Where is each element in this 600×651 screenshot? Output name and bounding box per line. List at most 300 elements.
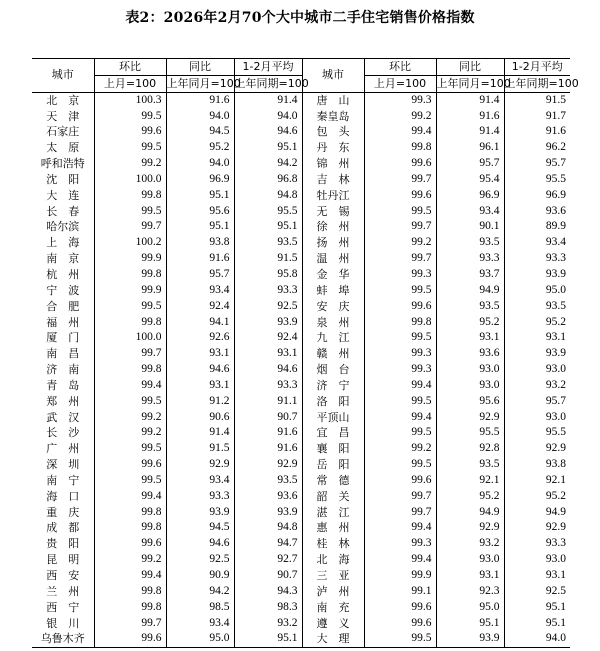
mom-cell-right: 99.6 [364, 600, 436, 616]
avg-cell-left: 94.3 [234, 584, 302, 600]
header-mom-right: 环比 [364, 59, 436, 76]
mom-cell-right: 99.7 [364, 172, 436, 188]
mom-cell-left: 99.5 [94, 394, 166, 410]
avg-cell-right: 95.1 [504, 616, 570, 632]
header-city-left: 城市 [32, 59, 94, 93]
header-yoy-right: 同比 [436, 59, 504, 76]
mom-cell-left: 99.5 [94, 441, 166, 457]
yoy-cell-right: 92.1 [436, 473, 504, 489]
mom-cell-right: 99.6 [364, 156, 436, 172]
yoy-cell-left: 94.5 [166, 520, 234, 536]
city-cell-right: 丹 东 [302, 140, 364, 156]
header-city-right: 城市 [302, 59, 364, 93]
city-cell-right: 惠 州 [302, 520, 364, 536]
yoy-cell-left: 96.9 [166, 172, 234, 188]
city-cell-right: 宜 昌 [302, 425, 364, 441]
avg-cell-right: 94.9 [504, 505, 570, 521]
avg-cell-left: 94.6 [234, 124, 302, 140]
table-row [32, 92, 570, 108]
mom-cell-left: 99.9 [94, 283, 166, 299]
header-mom-left: 环比 [94, 59, 166, 76]
yoy-cell-left: 90.6 [166, 410, 234, 426]
avg-cell-right: 93.2 [504, 378, 570, 394]
table-row [32, 315, 570, 331]
yoy-cell-left: 98.5 [166, 600, 234, 616]
yoy-cell-right: 95.0 [436, 600, 504, 616]
table-row [32, 552, 570, 568]
mom-cell-left: 99.5 [94, 109, 166, 125]
city-cell-right: 平顶山 [302, 410, 364, 426]
table-row [32, 140, 570, 156]
mom-cell-right: 99.2 [364, 235, 436, 251]
table-row [32, 489, 570, 505]
avg-cell-left: 94.8 [234, 520, 302, 536]
table-row [32, 394, 570, 410]
city-cell-right: 温 州 [302, 251, 364, 267]
mom-cell-left: 99.5 [94, 473, 166, 489]
yoy-cell-left: 90.9 [166, 568, 234, 584]
table-row [32, 631, 570, 647]
avg-cell-right: 89.9 [504, 219, 570, 235]
avg-cell-left: 93.3 [234, 283, 302, 299]
mom-cell-left: 99.4 [94, 489, 166, 505]
avg-cell-left: 94.0 [234, 109, 302, 125]
avg-cell-left: 93.5 [234, 235, 302, 251]
yoy-cell-left: 91.4 [166, 425, 234, 441]
city-cell-right: 洛 阳 [302, 394, 364, 410]
avg-cell-left: 93.3 [234, 378, 302, 394]
mom-cell-left: 99.9 [94, 251, 166, 267]
avg-cell-left: 95.5 [234, 204, 302, 220]
yoy-cell-right: 93.5 [436, 457, 504, 473]
city-cell-left: 贵 阳 [46, 537, 80, 551]
city-cell-left: 兰 州 [46, 584, 80, 598]
yoy-cell-left: 95.7 [166, 267, 234, 283]
mom-cell-left: 99.8 [94, 315, 166, 331]
yoy-cell-right: 93.0 [436, 362, 504, 378]
table-row [32, 457, 570, 473]
yoy-cell-left: 92.4 [166, 299, 234, 315]
yoy-cell-left: 94.0 [166, 109, 234, 125]
yoy-cell-left: 92.9 [166, 457, 234, 473]
mom-cell-left: 99.2 [94, 410, 166, 426]
mom-cell-right: 99.5 [364, 425, 436, 441]
city-cell-right: 吉 林 [302, 172, 364, 188]
yoy-cell-right: 93.9 [436, 631, 504, 647]
yoy-cell-right: 93.0 [436, 552, 504, 568]
table-row [32, 109, 570, 125]
table-row [32, 124, 570, 140]
city-cell-right: 烟 台 [302, 362, 364, 378]
city-cell-left: 哈尔滨 [46, 220, 80, 234]
yoy-cell-right: 90.1 [436, 219, 504, 235]
avg-cell-right: 93.1 [504, 568, 570, 584]
mom-cell-right: 99.4 [364, 552, 436, 568]
table-row [32, 568, 570, 584]
avg-cell-right: 95.0 [504, 283, 570, 299]
yoy-cell-right: 93.5 [436, 235, 504, 251]
yoy-cell-right: 95.2 [436, 489, 504, 505]
yoy-cell-left: 94.1 [166, 315, 234, 331]
city-cell-right: 牡丹江 [302, 188, 364, 204]
yoy-cell-left: 95.1 [166, 219, 234, 235]
mom-cell-right: 99.6 [364, 616, 436, 632]
city-cell-left: 石家庄 [46, 125, 80, 139]
mom-cell-left: 99.5 [94, 299, 166, 315]
mom-cell-right: 99.5 [364, 457, 436, 473]
avg-cell-right: 92.1 [504, 473, 570, 489]
yoy-cell-right: 93.6 [436, 346, 504, 362]
avg-cell-right: 93.0 [504, 552, 570, 568]
table-body [32, 92, 570, 648]
mom-cell-right: 99.9 [364, 568, 436, 584]
mom-cell-left: 99.7 [94, 219, 166, 235]
yoy-cell-right: 94.9 [436, 283, 504, 299]
yoy-cell-left: 91.6 [166, 92, 234, 108]
price-index-table [32, 58, 579, 648]
avg-cell-right: 93.6 [504, 204, 570, 220]
avg-cell-left: 95.1 [234, 140, 302, 156]
mom-cell-right: 99.5 [364, 631, 436, 647]
yoy-cell-right: 95.5 [436, 425, 504, 441]
yoy-cell-right: 93.2 [436, 536, 504, 552]
yoy-cell-right: 93.5 [436, 299, 504, 315]
yoy-cell-right: 95.2 [436, 315, 504, 331]
city-cell-left: 南 昌 [46, 347, 80, 361]
mom-cell-right: 99.7 [364, 219, 436, 235]
yoy-cell-right: 91.6 [436, 109, 504, 125]
city-cell-right: 泸 州 [302, 584, 364, 600]
mom-cell-right: 99.7 [364, 251, 436, 267]
yoy-cell-left: 94.0 [166, 156, 234, 172]
city-cell-left: 天 津 [46, 109, 80, 123]
avg-cell-right: 93.1 [504, 330, 570, 346]
mom-cell-left: 100.2 [94, 235, 166, 251]
table-row [32, 299, 570, 315]
table-row [32, 267, 570, 283]
city-cell-left: 南 京 [46, 252, 80, 266]
avg-cell-left: 96.8 [234, 172, 302, 188]
city-cell-right: 蚌 埠 [302, 283, 364, 299]
mom-cell-left: 99.4 [94, 378, 166, 394]
city-cell-left: 乌鲁木齐 [32, 631, 94, 647]
mom-cell-right: 99.5 [364, 394, 436, 410]
avg-cell-left: 94.7 [234, 536, 302, 552]
yoy-cell-left: 94.6 [166, 362, 234, 378]
subheader-avg-right: 上年同期=100 [504, 75, 570, 92]
city-cell-left: 广 州 [46, 442, 80, 456]
table-row [32, 330, 570, 346]
mom-cell-right: 99.3 [364, 267, 436, 283]
mom-cell-left: 99.8 [94, 362, 166, 378]
city-cell-right: 湛 江 [302, 505, 364, 521]
city-cell-right: 包 头 [302, 124, 364, 140]
yoy-cell-right: 95.6 [436, 394, 504, 410]
avg-cell-right: 92.5 [504, 584, 570, 600]
avg-cell-right: 95.7 [504, 394, 570, 410]
city-cell-left: 大 连 [46, 188, 80, 202]
city-cell-right: 大 理 [302, 631, 364, 647]
city-cell-right: 金 华 [302, 267, 364, 283]
mom-cell-right: 99.1 [364, 584, 436, 600]
city-cell-right: 襄 阳 [302, 441, 364, 457]
avg-cell-left: 92.5 [234, 299, 302, 315]
table-row [32, 378, 570, 394]
mom-cell-left: 99.2 [94, 156, 166, 172]
subheader-yoy-right: 上年同月=100 [436, 75, 504, 92]
yoy-cell-right: 93.0 [436, 378, 504, 394]
avg-cell-right: 92.9 [504, 520, 570, 536]
city-cell-left: 宁 波 [46, 283, 80, 297]
mom-cell-left: 99.2 [94, 552, 166, 568]
yoy-cell-right: 95.1 [436, 616, 504, 632]
mom-cell-right: 99.5 [364, 330, 436, 346]
mom-cell-right: 99.4 [364, 378, 436, 394]
mom-cell-left: 99.8 [94, 267, 166, 283]
yoy-cell-right: 92.3 [436, 584, 504, 600]
table-row [32, 410, 570, 426]
avg-cell-left: 95.8 [234, 267, 302, 283]
table-row [32, 251, 570, 267]
yoy-cell-left: 91.6 [166, 251, 234, 267]
city-cell-left: 沈 阳 [46, 172, 80, 186]
yoy-cell-right: 95.7 [436, 156, 504, 172]
yoy-cell-left: 93.1 [166, 378, 234, 394]
city-cell-right: 泉 州 [302, 315, 364, 331]
avg-cell-left: 93.6 [234, 489, 302, 505]
mom-cell-left: 99.6 [94, 536, 166, 552]
table-row [32, 616, 570, 632]
city-cell-left: 厦 门 [46, 331, 80, 345]
yoy-cell-left: 95.6 [166, 204, 234, 220]
yoy-cell-right: 96.1 [436, 140, 504, 156]
yoy-cell-left: 92.5 [166, 552, 234, 568]
avg-cell-left: 93.1 [234, 346, 302, 362]
avg-cell-left: 93.5 [234, 473, 302, 489]
city-cell-right: 秦皇岛 [302, 109, 364, 125]
avg-cell-left: 93.2 [234, 616, 302, 632]
city-cell-left: 昆 明 [46, 553, 80, 567]
city-cell-left: 福 州 [46, 315, 80, 329]
avg-cell-right: 95.2 [504, 315, 570, 331]
table-title: 表2：2026年2月70个大中城市二手住宅销售价格指数 [125, 10, 475, 26]
city-cell-left: 南 宁 [46, 473, 80, 487]
avg-cell-right: 93.3 [504, 251, 570, 267]
avg-cell-right: 93.8 [504, 457, 570, 473]
avg-cell-right: 93.5 [504, 299, 570, 315]
city-cell-left: 西 安 [46, 569, 80, 582]
city-cell-right: 常 德 [302, 473, 364, 489]
yoy-cell-left: 94.6 [166, 536, 234, 552]
city-cell-right: 三 亚 [302, 568, 364, 584]
mom-cell-right: 99.4 [364, 520, 436, 536]
mom-cell-right: 99.3 [364, 362, 436, 378]
yoy-cell-left: 92.6 [166, 330, 234, 346]
yoy-cell-left: 93.9 [166, 505, 234, 521]
yoy-cell-left: 95.2 [166, 140, 234, 156]
city-cell-right: 安 庆 [302, 299, 364, 315]
city-cell-left: 长 春 [46, 204, 80, 218]
mom-cell-left: 99.7 [94, 346, 166, 362]
avg-cell-left: 92.4 [234, 330, 302, 346]
yoy-cell-right: 93.3 [436, 251, 504, 267]
yoy-cell-left: 93.4 [166, 616, 234, 632]
city-cell-left: 成 都 [46, 521, 80, 535]
mom-cell-right: 99.5 [364, 204, 436, 220]
city-cell-left: 郑 州 [46, 394, 80, 408]
avg-cell-left: 94.8 [234, 188, 302, 204]
table-row [32, 156, 570, 172]
mom-cell-left: 100.0 [94, 330, 166, 346]
mom-cell-right: 99.2 [364, 109, 436, 125]
table-row [32, 219, 570, 235]
mom-cell-right: 99.6 [364, 299, 436, 315]
yoy-cell-left: 95.0 [166, 631, 234, 647]
city-cell-left: 银 川 [46, 616, 80, 630]
city-cell-right: 南 充 [302, 600, 364, 616]
table-row [32, 283, 570, 299]
mom-cell-right: 99.4 [364, 410, 436, 426]
yoy-cell-right: 93.7 [436, 267, 504, 283]
mom-cell-right: 99.8 [364, 315, 436, 331]
avg-cell-right: 94.0 [504, 631, 570, 647]
city-cell-right: 赣 州 [302, 346, 364, 362]
yoy-cell-right: 93.4 [436, 204, 504, 220]
table-row [32, 188, 570, 204]
mom-cell-left: 99.6 [94, 124, 166, 140]
yoy-cell-left: 93.8 [166, 235, 234, 251]
yoy-cell-left: 91.5 [166, 441, 234, 457]
mom-cell-right: 99.3 [364, 92, 436, 108]
table-row [32, 584, 570, 600]
yoy-cell-right: 93.1 [436, 568, 504, 584]
avg-cell-right: 93.9 [504, 346, 570, 362]
yoy-cell-right: 92.8 [436, 441, 504, 457]
mom-cell-left: 99.2 [94, 425, 166, 441]
city-cell-right: 济 宁 [302, 378, 364, 394]
city-cell-left: 上 海 [46, 236, 80, 250]
city-cell-left: 青 岛 [46, 378, 80, 392]
city-cell-right: 韶 关 [302, 489, 364, 505]
mom-cell-right: 99.3 [364, 346, 436, 362]
mom-cell-right: 99.2 [364, 441, 436, 457]
yoy-cell-left: 93.4 [166, 473, 234, 489]
mom-cell-right: 99.7 [364, 505, 436, 521]
table-row [32, 441, 570, 457]
yoy-cell-right: 91.4 [436, 92, 504, 108]
avg-cell-left: 92.7 [234, 552, 302, 568]
header-yoy-left: 同比 [166, 59, 234, 76]
mom-cell-left: 99.8 [94, 505, 166, 521]
subheader-mom-right: 上月=100 [364, 75, 436, 92]
avg-cell-right: 95.1 [504, 600, 570, 616]
header-avg-right: 1-2月平均 [504, 59, 570, 76]
mom-cell-left: 99.7 [94, 616, 166, 632]
avg-cell-left: 95.1 [234, 219, 302, 235]
city-cell-left: 杭 州 [46, 267, 80, 281]
avg-cell-right: 92.9 [504, 441, 570, 457]
mom-cell-left: 99.8 [94, 584, 166, 600]
yoy-cell-right: 95.4 [436, 172, 504, 188]
city-cell-left: 西 宁 [46, 600, 80, 614]
table-row [32, 204, 570, 220]
avg-cell-right: 93.9 [504, 267, 570, 283]
table-row [32, 172, 570, 188]
mom-cell-left: 99.8 [94, 188, 166, 204]
table-row [32, 235, 570, 251]
city-cell-left: 武 汉 [46, 410, 80, 424]
avg-cell-left: 91.1 [234, 394, 302, 410]
city-cell-right: 无 锡 [302, 204, 364, 220]
mom-cell-left: 99.6 [94, 631, 166, 647]
city-cell-right: 唐 山 [302, 92, 364, 108]
avg-cell-left: 94.6 [234, 362, 302, 378]
mom-cell-right: 99.6 [364, 188, 436, 204]
avg-cell-right: 95.5 [504, 425, 570, 441]
avg-cell-left: 91.6 [234, 425, 302, 441]
mom-cell-left: 99.5 [94, 204, 166, 220]
city-cell-right: 锦 州 [302, 156, 364, 172]
mom-cell-left: 99.5 [94, 140, 166, 156]
table-row [32, 536, 570, 552]
mom-cell-left: 99.4 [94, 568, 166, 584]
avg-cell-right: 96.9 [504, 188, 570, 204]
mom-cell-left: 99.8 [94, 520, 166, 536]
city-cell-right: 扬 州 [302, 235, 364, 251]
yoy-cell-left: 93.3 [166, 489, 234, 505]
mom-cell-left: 100.3 [94, 92, 166, 108]
city-cell-left: 重 庆 [46, 505, 80, 519]
avg-cell-left: 95.1 [234, 631, 302, 647]
mom-cell-right: 99.5 [364, 283, 436, 299]
avg-cell-right: 93.0 [504, 410, 570, 426]
yoy-cell-right: 93.1 [436, 330, 504, 346]
avg-cell-right: 91.5 [504, 92, 570, 108]
mom-cell-right: 99.3 [364, 536, 436, 552]
avg-cell-left: 90.7 [234, 568, 302, 584]
city-cell-right: 徐 州 [302, 219, 364, 235]
header-avg-left: 1-2月平均 [234, 59, 302, 76]
city-cell-right: 九 江 [302, 330, 364, 346]
yoy-cell-right: 92.9 [436, 520, 504, 536]
avg-cell-right: 93.4 [504, 235, 570, 251]
avg-cell-right: 95.5 [504, 172, 570, 188]
city-cell-left: 合 肥 [46, 299, 80, 313]
mom-cell-right: 99.4 [364, 124, 436, 140]
avg-cell-left: 91.4 [234, 92, 302, 108]
yoy-cell-left: 91.2 [166, 394, 234, 410]
mom-cell-right: 99.7 [364, 489, 436, 505]
mom-cell-right: 99.6 [364, 473, 436, 489]
city-cell-right: 岳 阳 [302, 457, 364, 473]
avg-cell-right: 93.0 [504, 362, 570, 378]
city-cell-right: 桂 林 [302, 536, 364, 552]
table-row [32, 473, 570, 489]
avg-cell-left: 92.9 [234, 457, 302, 473]
city-cell-left: 深 圳 [46, 458, 80, 472]
avg-cell-right: 91.6 [504, 124, 570, 140]
avg-cell-right: 96.2 [504, 140, 570, 156]
avg-cell-left: 94.2 [234, 156, 302, 172]
avg-cell-right: 95.2 [504, 489, 570, 505]
city-cell-left: 太 原 [46, 141, 80, 155]
avg-cell-right: 95.7 [504, 156, 570, 172]
yoy-cell-left: 93.1 [166, 346, 234, 362]
avg-cell-left: 91.6 [234, 441, 302, 457]
table-row [32, 520, 570, 536]
yoy-cell-right: 91.4 [436, 124, 504, 140]
avg-cell-left: 91.5 [234, 251, 302, 267]
